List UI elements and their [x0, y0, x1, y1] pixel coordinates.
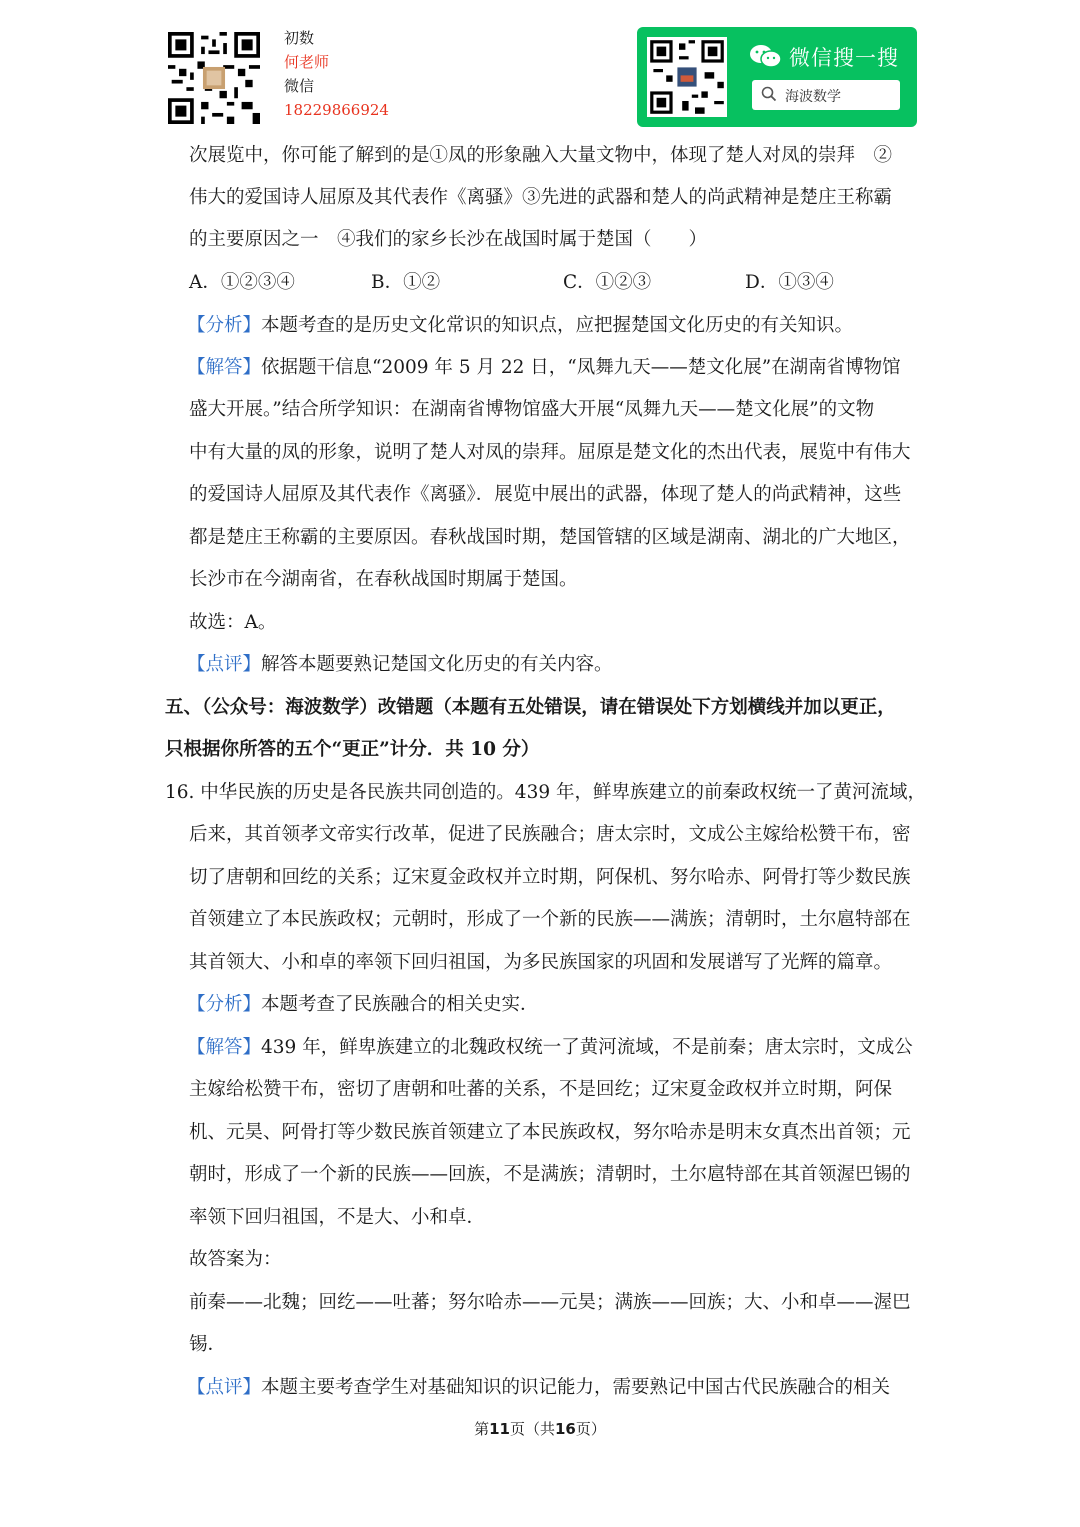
- q16-answer-first-line: [187, 1033, 913, 1059]
- q16-stem-line: 后来，其首领孝文帝实行改革，促进了民族融合；唐太宗时，文成公主嫁给松赞干布，密: [189, 824, 911, 845]
- comment-tag: 【点评】: [187, 1377, 262, 1398]
- q15-stem-line: 伟大的爱国诗人屈原及其代表作《离骚》③先进的武器和楚人的尚武精神是楚庄王称霸: [189, 187, 893, 208]
- qr-code-right: [647, 37, 727, 117]
- answer-tag: 【解答】: [187, 1037, 262, 1058]
- footer-prefix: 第: [474, 1420, 490, 1438]
- footer-mid: 页（共: [509, 1420, 555, 1438]
- q16-answer-line: 主嫁给松赞干布，密切了唐朝和吐蕃的关系，不是回纥；辽宋夏金政权并立时期，阿保: [189, 1079, 893, 1100]
- analysis-tag: 【分析】: [187, 994, 262, 1015]
- q15-stem-line: 次展览中，你可能了解到的是①凤的形象融入大量文物中，体现了楚人对凤的崇拜 ②: [189, 145, 893, 166]
- wechat-search-title: 微信搜一搜: [789, 46, 899, 70]
- footer-suffix: 页）: [575, 1420, 606, 1438]
- contact-subject: 初数: [284, 29, 315, 47]
- search-icon: [761, 86, 777, 102]
- contact-info: [284, 26, 389, 122]
- wechat-logo-icon: [749, 43, 783, 69]
- section-heading: 五、（公众号：海波数学）改错题（本题有五处错误，请在错误处下方划横线并加以更正，: [165, 697, 896, 718]
- q16-stem-line: 切了唐朝和回纥的关系；辽宋夏金政权并立时期，阿保机、努尔哈赤、阿骨打等少数民族: [189, 867, 911, 888]
- q16-answer-line: 朝时，形成了一个新的民族——回族，不是满族；清朝时，土尔扈特部在其首领渥巴锡的: [189, 1164, 911, 1185]
- q15-answer-line: 中有大量的凤的形象，说明了楚人对凤的崇拜。屈原是楚文化的杰出代表，展览中有伟大: [189, 442, 911, 463]
- wechat-search-box[interactable]: [752, 80, 900, 110]
- q15-answer-first-line: [187, 353, 901, 379]
- contact-wechat-label: 微信: [284, 77, 315, 95]
- page-footer: [0, 1418, 1080, 1439]
- q16-stem-line: 首领建立了本民族政权；元朝时，形成了一个新的民族——满族；清朝时，土尔扈特部在: [189, 909, 911, 930]
- wechat-search-card[interactable]: [637, 27, 917, 127]
- analysis-text: 本题考查的是历史文化常识的知识点，应把握楚国文化历史的有关知识。: [261, 315, 854, 336]
- page-header: [0, 0, 1080, 135]
- q15-option-a: A．①②③④: [189, 272, 295, 293]
- total-pages-number: 16: [555, 1420, 576, 1438]
- q15-comment: [187, 650, 613, 676]
- q15-choice: 故选：A。: [189, 612, 277, 633]
- q15-answer-line: 长沙市在今湖南省，在春秋战国时期属于楚国。: [189, 569, 578, 590]
- q16-answer-result: 前秦——北魏；回纥——吐蕃；努尔哈赤——元昊；满族——回族；大、小和卓——渥巴: [189, 1292, 911, 1313]
- contact-teacher: 何老师: [284, 53, 330, 71]
- analysis-tag: 【分析】: [187, 315, 262, 336]
- q15-analysis: [187, 311, 853, 337]
- analysis-text: 本题考查了民族融合的相关史实．: [261, 994, 539, 1015]
- wechat-search-text: 海波数学: [785, 89, 841, 105]
- q15-stem-line: 的主要原因之一 ④我们的家乡长沙在战国时属于楚国（ ）: [189, 229, 708, 250]
- current-page-number: 11: [489, 1420, 510, 1438]
- qr-code-left: [168, 32, 260, 124]
- answer-text: 439 年，鲜卑族建立的北魏政权统一了黄河流域，不是前秦；唐太宗时，文成公: [261, 1037, 913, 1058]
- q16-answer-intro: 故答案为：: [189, 1249, 282, 1270]
- q16-answer-result: 锡．: [189, 1334, 227, 1355]
- section-heading: 只根据你所答的五个“更正”计分．共 10 分）: [165, 739, 540, 760]
- q16-answer-line: 率领下回归祖国，不是大、小和卓．: [189, 1207, 486, 1228]
- comment-text: 本题主要考查学生对基础知识的识记能力，需要熟记中国古代民族融合的相关: [261, 1377, 891, 1398]
- q15-answer-line: 盛大开展。”结合所学知识：在湖南省博物馆盛大开展“凤舞九天——楚文化展”的文物: [189, 399, 875, 420]
- q15-option-b: B．①②: [371, 272, 441, 293]
- q16-stem-line: 其首领大、小和卓的率领下回归祖国，为多民族国家的巩固和发展谱写了光辉的篇章。: [189, 952, 893, 973]
- comment-tag: 【点评】: [187, 654, 262, 675]
- answer-tag: 【解答】: [187, 357, 262, 378]
- q16-answer-line: 机、元昊、阿骨打等少数民族首领建立了本民族政权，努尔哈赤是明末女真杰出首领；元: [189, 1122, 911, 1143]
- q16-comment: [187, 1373, 890, 1399]
- q16-analysis: [187, 990, 539, 1016]
- answer-text: 依据题干信息“2009 年 5 月 22 日，“凤舞九天——楚文化展”在湖南省博物馆: [261, 357, 901, 378]
- contact-phone: 18229866924: [284, 101, 389, 119]
- q15-answer-line: 的爱国诗人屈原及其代表作《离骚》．展览中展出的武器，体现了楚人的尚武精神，这些: [189, 484, 902, 505]
- q15-option-d: D．①③④: [745, 272, 834, 293]
- q15-option-c: C．①②③: [563, 272, 652, 293]
- q15-answer-line: 都是楚庄王称霸的主要原因。春秋战国时期，楚国管辖的区域是湖南、湖北的广大地区，: [189, 527, 911, 548]
- q16-stem-line: 16. 中华民族的历史是各民族共同创造的。439 年，鲜卑族建立的前秦政权统一了黄河流域，: [165, 782, 926, 803]
- comment-text: 解答本题要熟记楚国文化历史的有关内容。: [261, 654, 613, 675]
